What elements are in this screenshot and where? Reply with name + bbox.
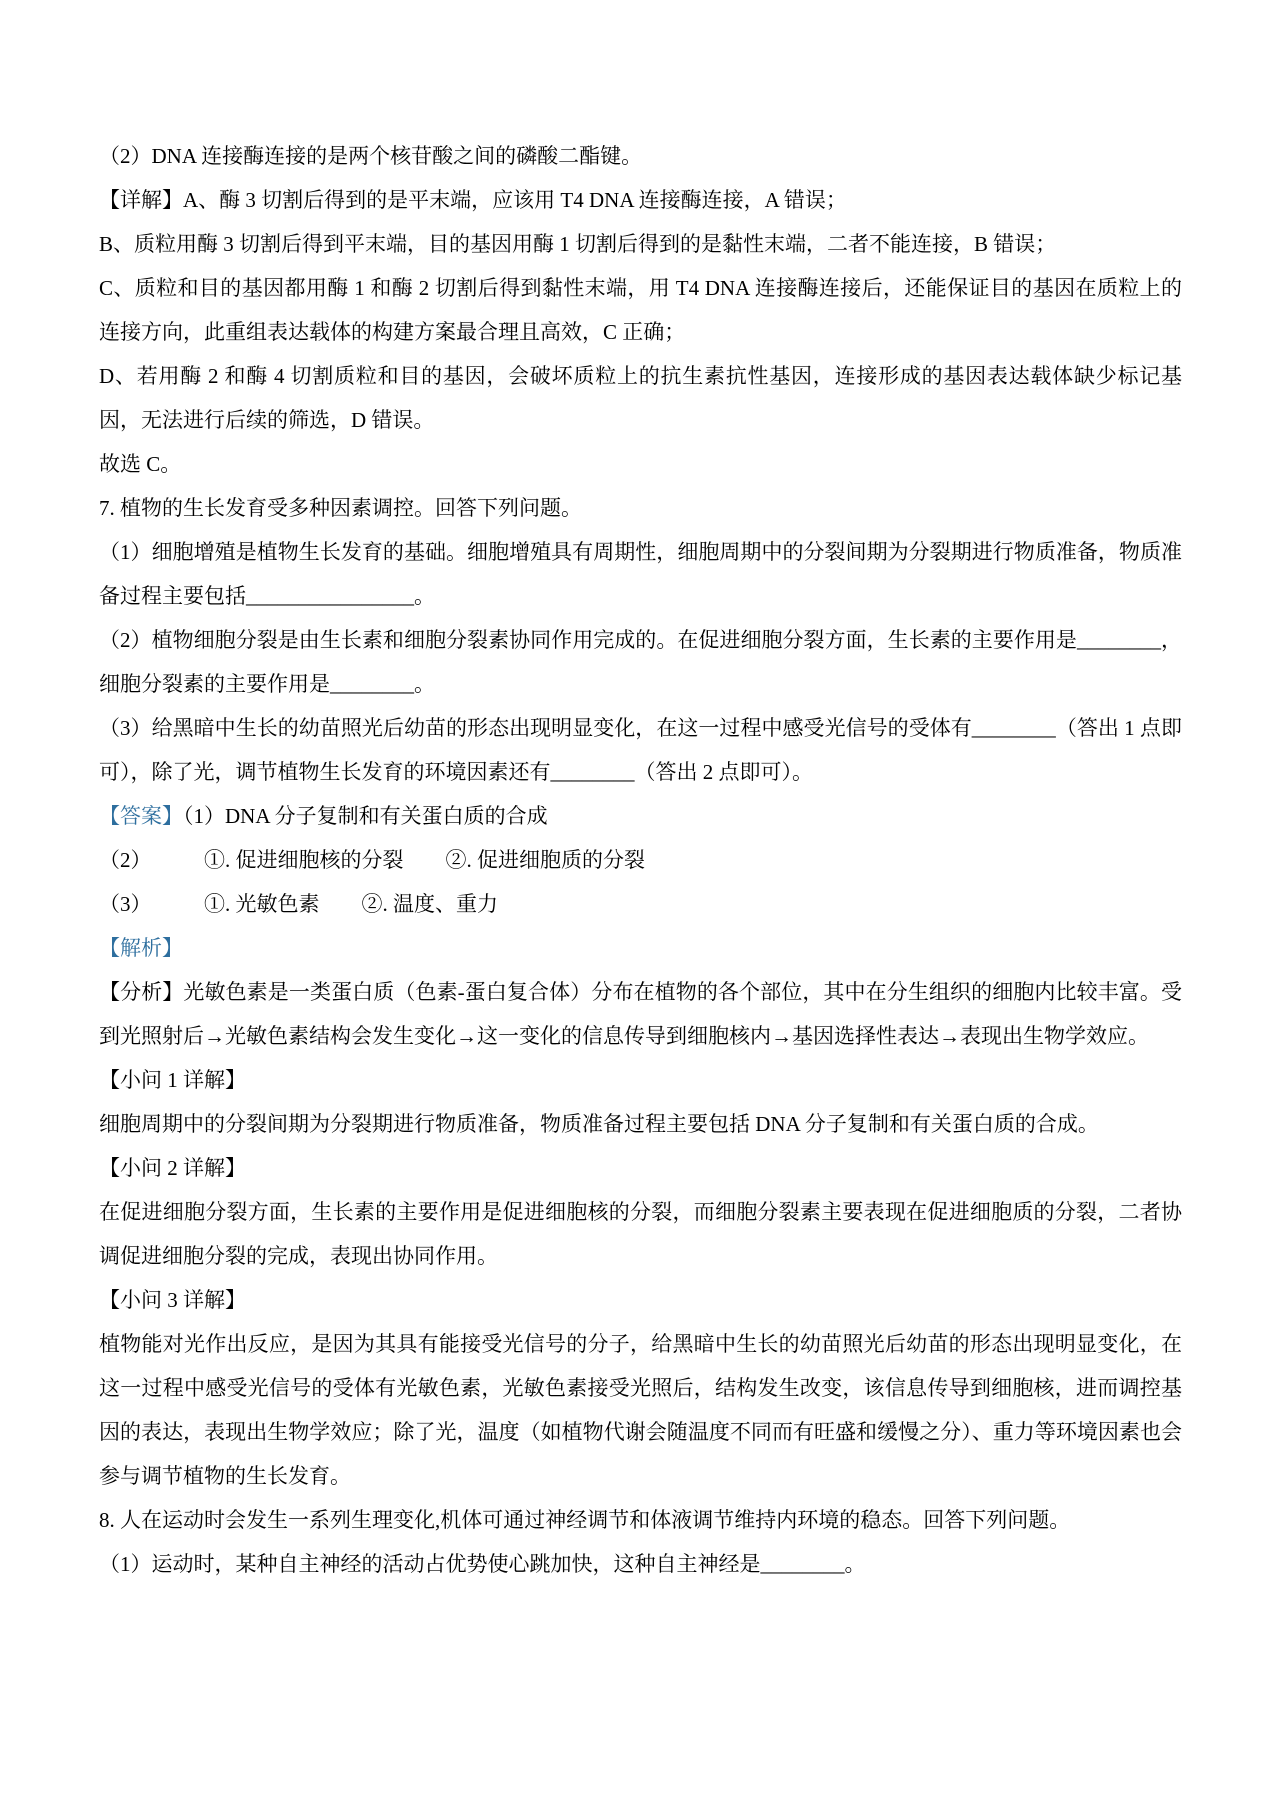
- q6-answer-point-2: [99, 134, 1182, 178]
- section-label: 【解析】: [99, 936, 183, 960]
- text-run: 植物能对光作出反应，是因为其具有能接受光信号的分子，给黑暗中生长的幼苗照光后幼苗的形态出现明显变化，在这一过程中感受光信号的受体有光敏色素，光敏色素接受光照后，结构发生改变，该信息传导到细胞核，进而调控基因的表达，表现出生物学效应；除了光，温度（如植物代谢会随温度不同而有旺盛和缓慢之分）、重力等环境因素也会参与调节植物的生长发育。: [99, 1332, 1182, 1488]
- text-run: （2）植物细胞分裂是由生长素和细胞分裂素协同作用完成的。在促进细胞分裂方面，生长素的主要作用是________，细胞分裂素的主要作用是________。: [99, 628, 1182, 696]
- text-run: （1）DNA 分子复制和有关蛋白质的合成: [183, 804, 548, 828]
- q7-answer-line-1: [99, 794, 1182, 838]
- q6-detail-option-d: [99, 354, 1182, 442]
- text-run: 【详解】A、酶 3 切割后得到的是平末端，应该用 T4 DNA 连接酶连接，A 错误；: [99, 188, 847, 212]
- q7-subq1-detail-label: [99, 1058, 1182, 1102]
- q7-answer-line-2: [99, 838, 1182, 882]
- text-run: 【分析】光敏色素是一类蛋白质（色素-蛋白复合体）分布在植物的各个部位，其中在分生组织的细胞内比较丰富。受到光照射后→光敏色素结构会发生变化→这一变化的信息传导到细胞核内→基因选择性表达→表现出生物学效应。: [99, 980, 1182, 1048]
- q7-answer-line-3: [99, 882, 1182, 926]
- text-run: B、质粒用酶 3 切割后得到平末端，目的基因用酶 1 切割后得到的是黏性末端，二者不能连接，B 错误；: [99, 232, 1057, 256]
- text-run: 【小问 1 详解】: [99, 1068, 246, 1092]
- text-run: 8. 人在运动时会发生一系列生理变化,机体可通过神经调节和体液调节维持内环境的稳态。回答下列问题。: [99, 1508, 1071, 1532]
- text-run: （2） ①. 促进细胞核的分裂 ②. 促进细胞质的分裂: [99, 848, 645, 872]
- text-run: 在促进细胞分裂方面，生长素的主要作用是促进细胞核的分裂，而细胞分裂素主要表现在促进细胞质的分裂，二者协调促进细胞分裂的完成，表现出协同作用。: [99, 1200, 1182, 1268]
- q7-analysis-overview: [99, 970, 1182, 1058]
- text-run: 故选 C。: [99, 452, 182, 476]
- text-run: 细胞周期中的分裂间期为分裂期进行物质准备，物质准备过程主要包括 DNA 分子复制和有关蛋白质的合成。: [99, 1112, 1099, 1136]
- q8-sub1: [99, 1542, 1182, 1586]
- q6-detail-option-a: [99, 178, 1182, 222]
- text-run: 【小问 3 详解】: [99, 1288, 246, 1312]
- q7-sub2: [99, 618, 1182, 706]
- q7-subq1-detail: [99, 1102, 1182, 1146]
- q6-conclusion: [99, 442, 1182, 486]
- text-run: （3）给黑暗中生长的幼苗照光后幼苗的形态出现明显变化，在这一过程中感受光信号的受体有________（答出 1 点即可），除了光，调节植物生长发育的环境因素还有________（答出 2 点即可）。: [99, 716, 1182, 784]
- q6-detail-option-c: [99, 266, 1182, 354]
- q7-subq2-detail: [99, 1190, 1182, 1278]
- text-run: 7. 植物的生长发育受多种因素调控。回答下列问题。: [99, 496, 582, 520]
- text-run: （1）运动时，某种自主神经的活动占优势使心跳加快，这种自主神经是________。: [99, 1552, 866, 1576]
- q8-stem: [99, 1498, 1182, 1542]
- text-run: （2）DNA 连接酶连接的是两个核苷酸之间的磷酸二酯键。: [99, 144, 643, 168]
- text-run: （3） ①. 光敏色素 ②. 温度、重力: [99, 892, 498, 916]
- section-label: 【答案】: [99, 804, 183, 828]
- q6-detail-option-b: [99, 222, 1182, 266]
- text-run: D、若用酶 2 和酶 4 切割质粒和目的基因，会破坏质粒上的抗生素抗性基因，连接形成的基因表达载体缺少标记基因，无法进行后续的筛选，D 错误。: [99, 364, 1182, 432]
- q7-sub3: [99, 706, 1182, 794]
- text-run: （1）细胞增殖是植物生长发育的基础。细胞增殖具有周期性，细胞周期中的分裂间期为分裂期进行物质准备，物质准备过程主要包括________________。: [99, 540, 1182, 608]
- text-run: 【小问 2 详解】: [99, 1156, 246, 1180]
- q7-subq2-detail-label: [99, 1146, 1182, 1190]
- q7-subq3-detail: [99, 1322, 1182, 1498]
- text-run: C、质粒和目的基因都用酶 1 和酶 2 切割后得到黏性末端，用 T4 DNA 连接酶连接后，还能保证目的基因在质粒上的连接方向，此重组表达载体的构建方案最合理且高效，C 正确；: [99, 276, 1182, 344]
- q7-stem: [99, 486, 1182, 530]
- q7-analysis-label: [99, 926, 1182, 970]
- q7-sub1: [99, 530, 1182, 618]
- q7-subq3-detail-label: [99, 1278, 1182, 1322]
